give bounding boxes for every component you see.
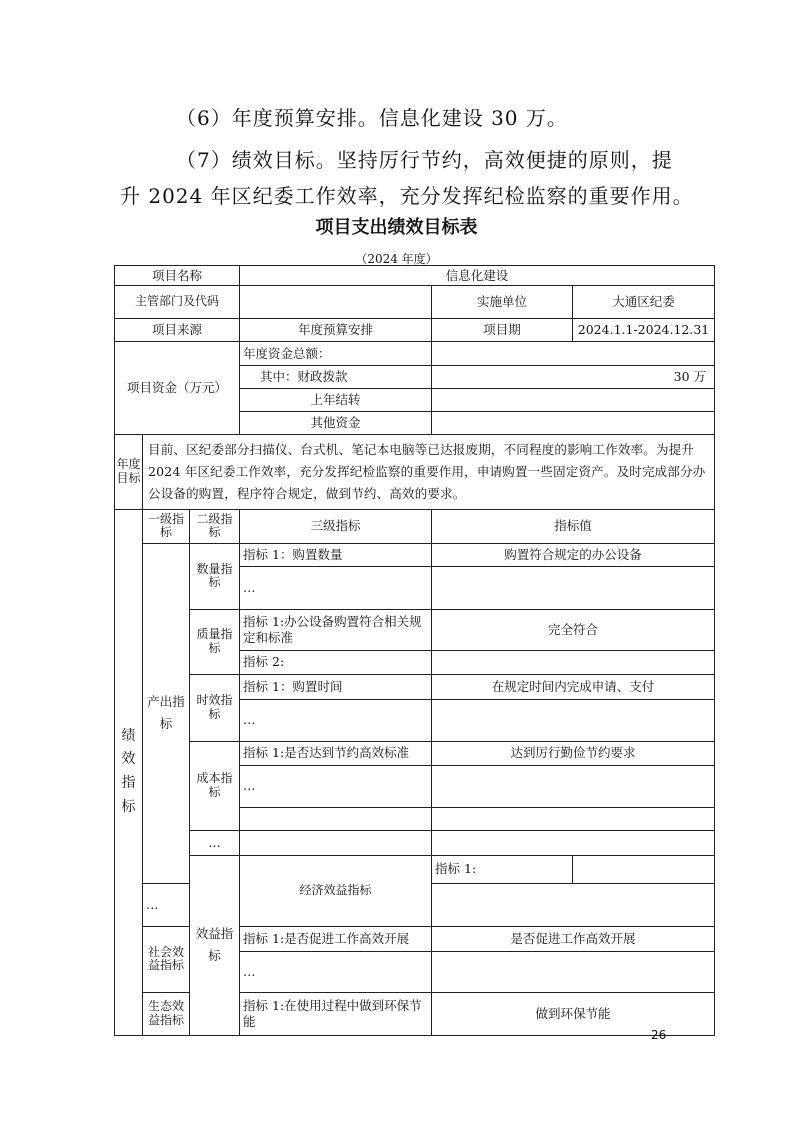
empty-cell bbox=[240, 807, 432, 830]
table-row bbox=[115, 509, 715, 543]
table-year: （2024 年度） bbox=[355, 252, 438, 266]
quantity-indicator-1: 指标 1：购置数量 bbox=[240, 543, 432, 566]
timeliness-indicator-1: 指标 1：购置时间 bbox=[240, 674, 432, 699]
table-title: 项目支出绩效目标表 bbox=[315, 217, 478, 238]
source-label: 项目来源 bbox=[115, 319, 240, 342]
fund-prev-value bbox=[432, 389, 715, 412]
social-value-1: 是否促进工作高效开展 bbox=[432, 926, 715, 951]
fund-total-label: 年度资金总额： bbox=[240, 342, 432, 366]
fund-fiscal-label: 其中：财政拨款 bbox=[240, 366, 432, 389]
fund-label: 项目资金（万元） bbox=[115, 342, 240, 435]
period-value: 2024.1.1-2024.12.31 bbox=[573, 319, 715, 342]
paragraph-goal-line1: （7）绩效目标。坚持厉行节约，高效便捷的原则，提 bbox=[176, 148, 673, 172]
paragraph-goal-line2: 升 2024 年区纪委工作效率，充分发挥纪检监察的重要作用。 bbox=[120, 184, 694, 208]
table-row bbox=[115, 609, 715, 650]
performance-table bbox=[114, 265, 715, 1036]
quantity-label: 数量指标 bbox=[190, 543, 240, 609]
page-number: 26 bbox=[651, 1028, 667, 1042]
fund-other-label: 其他资金 bbox=[240, 412, 432, 435]
table-row bbox=[115, 435, 715, 510]
empty-cell bbox=[240, 830, 432, 855]
table-row bbox=[115, 543, 715, 566]
table-row bbox=[115, 342, 715, 366]
paragraph-budget: （6）年度预算安排。信息化建设 30 万。 bbox=[176, 106, 568, 130]
more-output-label: … bbox=[190, 830, 240, 855]
header-value: 指标值 bbox=[432, 509, 715, 543]
source-value: 年度预算安排 bbox=[240, 319, 432, 342]
empty-cell bbox=[432, 765, 715, 807]
empty-cell bbox=[432, 566, 715, 609]
output-label: 产出指标 bbox=[143, 543, 190, 883]
ecological-label: 生态效益指标 bbox=[143, 992, 190, 1035]
header-level2: 二级指标 bbox=[190, 509, 240, 543]
period-label: 项目期 bbox=[432, 319, 573, 342]
timeliness-label: 时效指标 bbox=[190, 674, 240, 741]
empty-cell bbox=[432, 699, 715, 741]
fund-fiscal-value: 30 万 bbox=[432, 366, 715, 389]
project-name-value: 信息化建设 bbox=[240, 266, 715, 286]
dept-value bbox=[240, 286, 432, 319]
table-row bbox=[115, 286, 715, 319]
cost-label: 成本指标 bbox=[190, 741, 240, 830]
header-level1: 一级指标 bbox=[143, 509, 190, 543]
benefit-label: 效益指标 bbox=[190, 855, 240, 1035]
impl-unit-label: 实施单位 bbox=[432, 286, 573, 319]
goal-text: 目前、区纪委部分扫描仪、台式机、笔记本电脑等已达报废期，不同程度的影响工作效率。为提升 2024 年区纪委工作效率，充分发挥纪检监察的重要作用，申请购置一些固定资产。及时完成部分办公设备的购置，程序符合规定，做到节约、高效的要求。 bbox=[143, 435, 715, 510]
quality-value-1: 完全符合 bbox=[432, 609, 715, 650]
table-row bbox=[115, 830, 715, 855]
cost-indicator-1: 指标 1:是否达到节约高效标准 bbox=[240, 741, 432, 765]
fund-other-value bbox=[432, 412, 715, 435]
project-name-label: 项目名称 bbox=[115, 266, 240, 286]
economic-label: 经济效益指标 bbox=[240, 855, 432, 926]
timeliness-indicator-2: … bbox=[240, 699, 432, 741]
economic-indicator-1: 指标 1: bbox=[432, 855, 573, 883]
cost-indicator-2: … bbox=[240, 765, 432, 807]
table-row bbox=[115, 674, 715, 699]
social-label: 社会效益指标 bbox=[143, 926, 190, 992]
economic-indicator-2: … bbox=[143, 883, 190, 926]
header-level3: 三级指标 bbox=[240, 509, 432, 543]
quantity-indicator-2: … bbox=[240, 566, 432, 609]
quality-label: 质量指标 bbox=[190, 609, 240, 674]
social-indicator-2: … bbox=[240, 951, 432, 992]
cost-value-1: 达到厉行勤俭节约要求 bbox=[432, 741, 715, 765]
social-indicator-1: 指标 1:是否促进工作高效开展 bbox=[240, 926, 432, 951]
ecological-value-1: 做到环保节能 bbox=[432, 992, 715, 1035]
impl-unit-value: 大通区纪委 bbox=[573, 286, 715, 319]
table-row bbox=[115, 266, 715, 286]
goal-label: 年度目标 bbox=[115, 435, 143, 510]
timeliness-value-1: 在规定时间内完成申请、支付 bbox=[432, 674, 715, 699]
table-row bbox=[115, 855, 715, 883]
indicators-section-label: 绩效指标 bbox=[115, 509, 143, 1035]
dept-label: 主管部门及代码 bbox=[115, 286, 240, 319]
table-row bbox=[115, 319, 715, 342]
empty-cell bbox=[432, 807, 715, 830]
quantity-value-1: 购置符合规定的办公设备 bbox=[432, 543, 715, 566]
quality-indicator-1: 指标 1:办公设备购置符合相关规定和标准 bbox=[240, 609, 432, 650]
empty-cell bbox=[432, 830, 715, 855]
table-row bbox=[115, 741, 715, 765]
ecological-indicator-1: 指标 1:在使用过程中做到环保节能 bbox=[240, 992, 432, 1035]
empty-cell bbox=[432, 650, 715, 674]
quality-indicator-2: 指标 2: bbox=[240, 650, 432, 674]
empty-cell bbox=[432, 883, 715, 926]
empty-cell bbox=[432, 951, 715, 992]
fund-prev-label: 上年结转 bbox=[240, 389, 432, 412]
fund-total-value bbox=[432, 342, 715, 366]
empty-cell bbox=[573, 855, 715, 883]
